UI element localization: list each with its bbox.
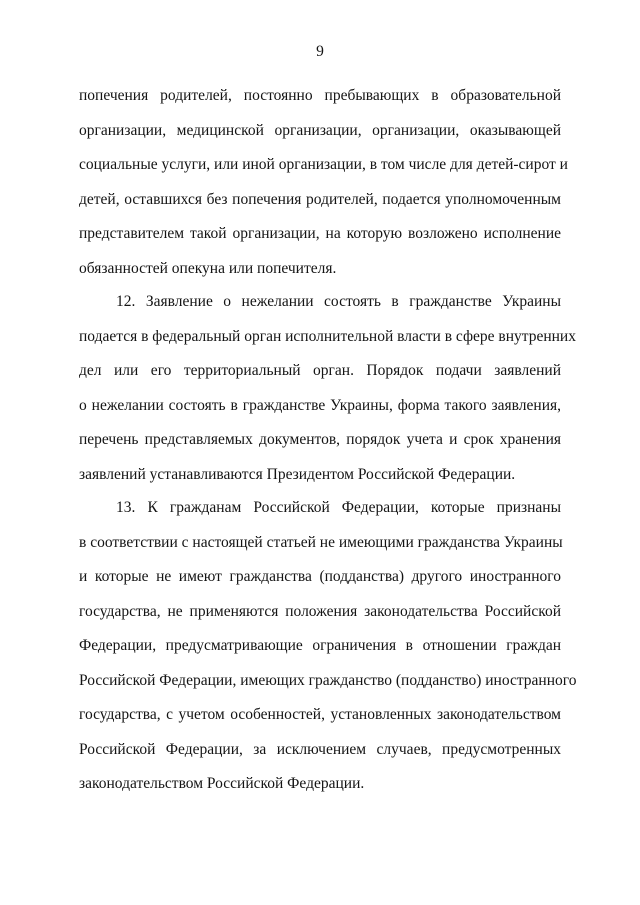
text-line: перечень представляемых документов, порядок учета и срок хранения bbox=[79, 431, 561, 448]
text-line: детей, оставшихся без попечения родителей, подается уполномоченным bbox=[79, 190, 561, 208]
text-line: социальные услуги, или иной организации, в том числе для детей-сирот и bbox=[79, 156, 568, 173]
text-line: государства, с учетом особенностей, установленных законодательством bbox=[79, 706, 561, 723]
text-line: о нежелании состоять в гражданстве Украины, форма такого заявления, bbox=[79, 396, 561, 414]
text-line: Российской Федерации, за исключением случаев, предусмотренных bbox=[79, 740, 561, 758]
text-line: представителем такой организации, на которую возложено исполнение bbox=[79, 225, 561, 242]
text-line: государства, не применяются положения законодательства Российской bbox=[79, 602, 561, 620]
text-line: попечения родителей, постоянно пребывающих в образовательной bbox=[79, 87, 561, 104]
text-line: 13. К гражданам Российской Федерации, которые признаны bbox=[116, 499, 561, 516]
page-number: 9 bbox=[316, 43, 324, 60]
text-line: обязанностей опекуна или попечителя. bbox=[79, 259, 337, 277]
text-line: подается в федеральный орган исполнительной власти в сфере внутренних bbox=[79, 327, 576, 345]
text-line: и которые не имеют гражданства (подданства) другого иностранного bbox=[79, 568, 561, 585]
text-line: Российской Федерации, имеющих гражданство (подданство) иностранного bbox=[79, 671, 577, 689]
paragraph-12 bbox=[79, 285, 576, 492]
text-line: организации, медицинской организации, организации, оказывающей bbox=[79, 121, 561, 139]
text-line: законодательством Российской Федерации. bbox=[79, 775, 365, 792]
text-line: дел или его территориальный орган. Порядок подачи заявлений bbox=[79, 362, 561, 379]
text-line: 12. Заявление о нежелании состоять в гражданстве Украины bbox=[116, 293, 561, 310]
paragraph-13 bbox=[79, 491, 577, 802]
text-line: в соответствии с настоящей статьей не имеющими гражданства Украины bbox=[79, 533, 563, 551]
text-line: заявлений устанавливаются Президентом Российской Федерации. bbox=[79, 465, 516, 483]
text-line: Федерации, предусматривающие ограничения в отношении граждан bbox=[79, 637, 561, 654]
paragraph-continuation bbox=[79, 79, 568, 286]
